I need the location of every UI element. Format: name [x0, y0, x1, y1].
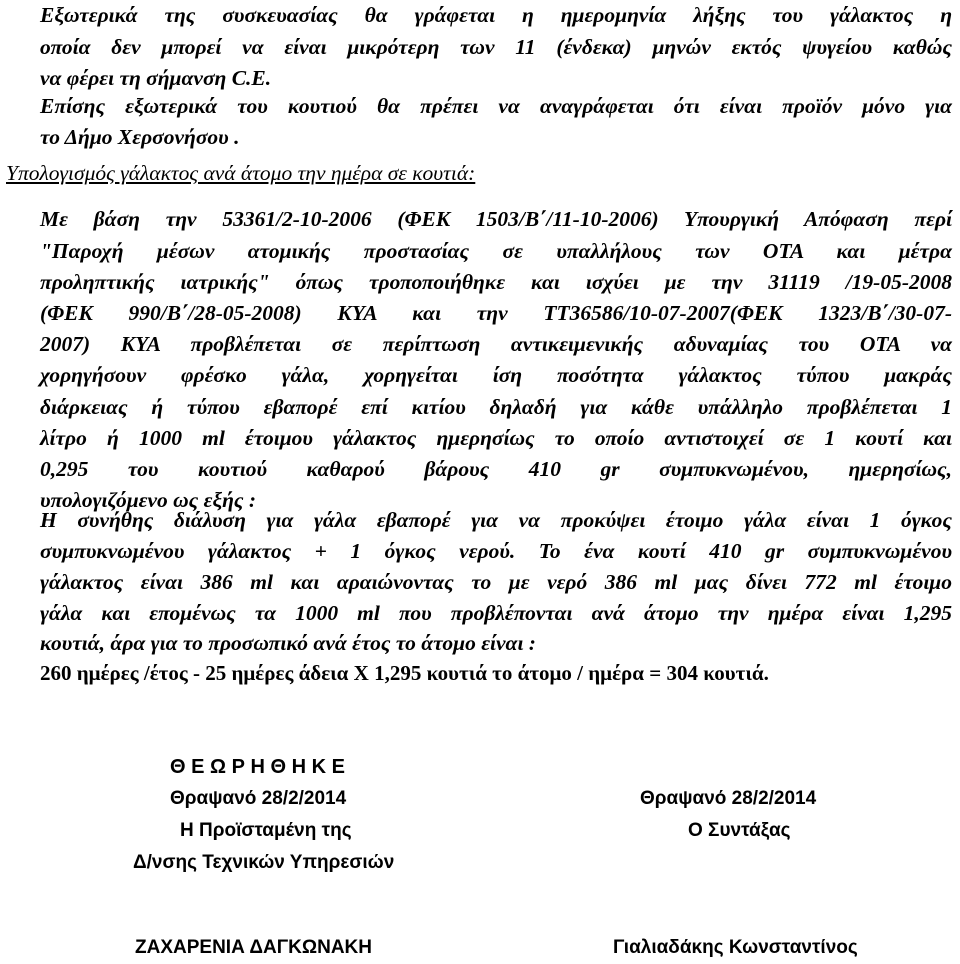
paragraph-line: 2007) ΚΥΑ προβλέπεται σε περίπτωση αντικειμενικής αδυναμίας του ΟΤΑ να: [40, 332, 952, 356]
paragraph-line: προληπτικής ιατρικής" όπως τροποποιήθηκε και ισχύει με την 31119 /19-05-2008: [40, 270, 952, 294]
paragraph-line: Η συνήθης διάλυση για γάλα εβαπορέ για να προκύψει έτοιμο γάλα είναι 1 όγκος: [40, 508, 952, 532]
paragraph-line: 0,295 του κουτιού καθαρού βάρους 410 gr συμπυκνωμένου, ημερησίως,: [40, 457, 952, 481]
paragraph-line: γάλακτος είναι 386 ml και αραιώνοντας το με νερό 386 ml μας δίνει 772 ml έτοιμο: [40, 570, 952, 594]
paragraph-line: λίτρο ή 1000 ml έτοιμου γάλακτος ημερησίως το οποίο αντιστοιχεί σε 1 κουτί και: [40, 426, 952, 450]
paragraph-line: χορηγήσουν φρέσκο γάλα, χορηγείται ίση ποσότητα γάλακτος τύπου μακράς: [40, 363, 952, 387]
approval-heading: Θ Ε Ω Ρ Η Θ Η Κ Ε: [170, 756, 345, 778]
left-role: Η Προϊσταμένη της: [180, 820, 352, 841]
left-place-date: Θραψανό 28/2/2014: [170, 788, 347, 809]
paragraph-line: "Παροχή μέσων ατομικής προστασίας σε υπαλλήλους των ΟΤΑ και μέτρα: [40, 239, 952, 263]
section-heading: Υπολογισμός γάλακτος ανά άτομο την ημέρα σε κουτιά:: [6, 161, 476, 185]
right-role: Ο Συντάξας: [688, 820, 791, 841]
paragraph-line: διάρκειας ή τύπου εβαπορέ επί κιτίου δηλαδή για κάθε υπάλληλο προβλέπεται 1: [40, 395, 952, 419]
paragraph-line: το Δήμο Χερσονήσου .: [40, 125, 240, 149]
right-place-date: Θραψανό 28/2/2014: [640, 788, 817, 809]
paragraph-line: Επίσης εξωτερικά του κουτιού θα πρέπει να αναγράφεται ότι είναι προϊόν μόνο για: [40, 94, 952, 118]
paragraph-line: να φέρει τη σήμανση C.E.: [40, 66, 272, 90]
left-department: Δ/νσης Τεχνικών Υπηρεσιών: [133, 852, 395, 873]
paragraph-line: συμπυκνωμένου γάλακτος + 1 όγκος νερού. Το ένα κουτί 410 gr συμπυκνωμένου: [40, 539, 952, 563]
paragraph-line: Με βάση την 53361/2-10-2006 (ΦΕΚ 1503/Β΄/11-10-2006) Υπουργική Απόφαση περί: [40, 207, 952, 231]
paragraph-line: Εξωτερικά της συσκευασίας θα γράφεται η ημερομηνία λήξης του γάλακτος η: [40, 3, 952, 27]
paragraph-line: (ΦΕΚ 990/Β΄/28-05-2008) ΚΥΑ και την ΤΤ36586/10-07-2007(ΦΕΚ 1323/Β΄/30-07-: [40, 301, 952, 325]
paragraph-line: υπολογιζόμενο ως εξής :: [40, 488, 257, 512]
calculation-result: 260 ημέρες /έτος - 25 ημέρες άδεια Χ 1,295 κουτιά το άτομο / ημέρα = 304 κουτιά.: [40, 661, 769, 685]
left-signatory-name: ΖΑΧΑΡΕΝΙΑ ΔΑΓΚΩΝΑΚΗ: [135, 937, 372, 958]
paragraph-line: οποία δεν μπορεί να είναι μικρότερη των 11 (ένδεκα) μηνών εκτός ψυγείου καθώς: [40, 35, 952, 59]
right-signatory-name: Γιαλιαδάκης Κωνσταντίνος: [613, 937, 858, 958]
paragraph-line: κουτιά, άρα για το προσωπικό ανά έτος το άτομο είναι :: [40, 631, 536, 655]
paragraph-line: γάλα και επομένως τα 1000 ml που προβλέπονται ανά άτομο την ημέρα είναι 1,295: [40, 601, 952, 625]
